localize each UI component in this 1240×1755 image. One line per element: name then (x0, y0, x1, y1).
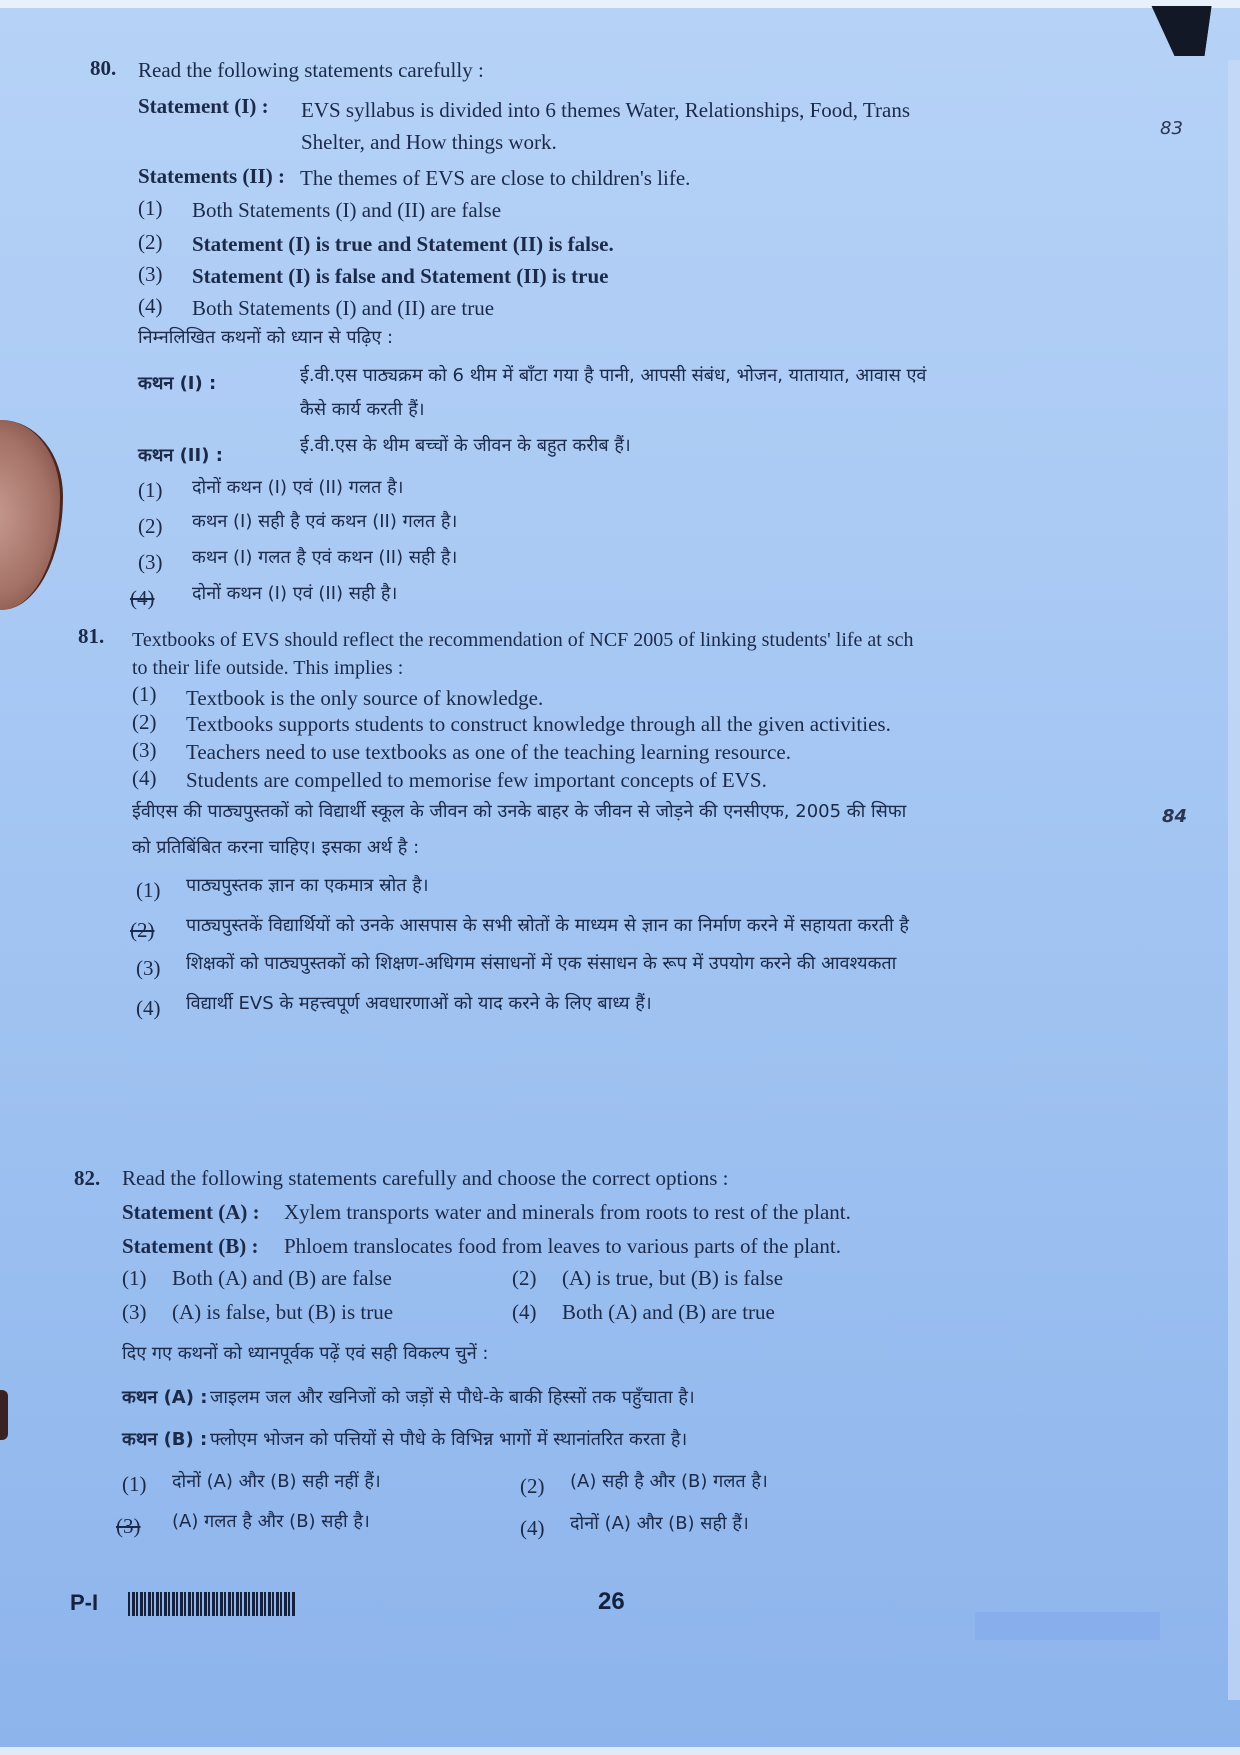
option-number: (3) (138, 550, 163, 574)
statement-text: Phloem translocates food from leaves to various parts of the plant. (284, 1234, 841, 1258)
option-text: पाठ्यपुस्तक ज्ञान का एकमात्र स्रोत है। (186, 875, 429, 896)
option-number-marked: (3) (116, 1514, 141, 1538)
option-text: विद्यार्थी EVS के महत्त्वपूर्ण अवधारणाओं को याद करने के लिए बाध्य हैं। (186, 993, 652, 1014)
option-text: दोनों (A) और (B) सही नहीं हैं। (172, 1471, 381, 1492)
hindi-statement-text: ई.वी.एस पाठ्यक्रम को 6 थीम में बाँटा गया है पानी, आपसी संबंध, भोजन, यातायात, आवास एवं (300, 365, 927, 386)
option-text: दोनों कथन (I) एवं (II) गलत है। (192, 477, 404, 498)
option-text: पाठ्यपुस्तकें विद्यार्थियों को उनके आसपास के सभी स्रोतों के माध्यम से ज्ञान का निर्माण करने में सहायता करती है (186, 915, 909, 936)
option-number: (3) (122, 1300, 147, 1324)
hindi-statement-label: कथन (I) : (138, 373, 217, 394)
option-number: (2) (132, 710, 157, 734)
corner-shadow (1144, 6, 1211, 56)
statement-label: Statement (B) : (122, 1234, 259, 1258)
statement-text: Xylem transports water and minerals from roots to rest of the plant. (284, 1200, 851, 1224)
option-number-marked: (4) (130, 586, 155, 610)
page-number: 26 (598, 1588, 625, 1615)
option-number: (3) (132, 738, 157, 762)
option-text: कथन (I) गलत है एवं कथन (II) सही है। (192, 547, 458, 568)
option-text: Textbooks supports students to construct knowledge through all the given activities. (186, 712, 891, 736)
hindi-prompt: दिए गए कथनों को ध्यानपूर्वक पढ़ें एवं सही विकल्प चुनें : (122, 1343, 489, 1364)
question-number: 82. (74, 1166, 101, 1190)
option-number: (4) (138, 294, 163, 318)
statement-text: EVS syllabus is divided into 6 themes Water, Relationships, Food, Trans (301, 98, 910, 122)
question-prompt: Textbooks of EVS should reflect the recommendation of NCF 2005 of linking students' life at sch (132, 629, 914, 651)
option-text: Both Statements (I) and (II) are false (192, 198, 502, 222)
option-number: (3) (138, 262, 163, 286)
hindi-statement-label: कथन (II) : (138, 445, 223, 466)
option-number: (2) (138, 514, 163, 538)
question-number: 80. (90, 56, 117, 80)
option-text: Both Statements (I) and (II) are true (192, 296, 495, 320)
option-text: (A) is false, but (B) is true (172, 1300, 394, 1324)
option-text: दोनों कथन (I) एवं (II) सही है। (192, 583, 398, 604)
statement-label: Statement (A) : (122, 1200, 260, 1224)
option-number: (4) (132, 766, 157, 790)
option-number: (2) (520, 1474, 545, 1498)
option-text: Both (A) and (B) are true (562, 1300, 775, 1324)
option-number: (1) (122, 1266, 147, 1290)
option-number: (1) (122, 1472, 147, 1496)
hindi-statement-label: कथन (B) : (122, 1429, 208, 1450)
option-text: Textbook is the only source of knowledge. (186, 686, 544, 710)
handwritten-mark: 83 (1160, 118, 1183, 139)
hindi-statement-label: कथन (A) : (122, 1387, 208, 1408)
hindi-prompt: ईवीएस की पाठ्यपुस्तकों को विद्यार्थी स्कूल के जीवन को उनके बाहर के जीवन से जोड़ने की एनसीएफ, 2005 की सिफा (132, 801, 907, 822)
option-number: (2) (512, 1266, 537, 1290)
hindi-statement-cont: कैसे कार्य करती हैं। (300, 399, 425, 420)
bleed-through-mark (975, 1612, 1160, 1640)
statement-text-cont: Shelter, and How things work. (301, 130, 557, 154)
option-text: (A) सही है और (B) गलत है। (570, 1471, 768, 1492)
question-number: 81. (78, 624, 105, 648)
option-text: Statement (I) is true and Statement (II) is false. (192, 232, 614, 256)
option-number: (1) (138, 196, 163, 220)
hindi-prompt-cont: को प्रतिबिंबित करना चाहिए। इसका अर्थ है : (132, 837, 420, 858)
thumb-image (0, 420, 63, 610)
option-text: Teachers need to use textbooks as one of the teaching learning resource. (186, 740, 791, 764)
option-number: (1) (138, 478, 163, 502)
hindi-statement-text: जाइलम जल और खनिजों को जड़ों से पौधे-के बाकी हिस्सों तक पहुँचाता है। (210, 1387, 695, 1408)
paper-right-edge (1228, 60, 1240, 1700)
option-text: शिक्षकों को पाठ्यपुस्तकों को शिक्षण-अधिगम संसाधनों में एक संसाधन के रूप में उपयोग करने की आवश्यकता (186, 953, 897, 974)
hindi-statement-text: ई.वी.एस के थीम बच्चों के जीवन के बहुत करीब हैं। (300, 435, 631, 456)
paper-code: P-I (70, 1590, 99, 1615)
option-number: (2) (138, 230, 163, 254)
hindi-prompt: निम्नलिखित कथनों को ध्यान से पढ़िए : (138, 327, 394, 348)
question-prompt: Read the following statements carefully : (138, 58, 484, 82)
option-text: दोनों (A) और (B) सही हैं। (570, 1513, 749, 1534)
option-number: (4) (520, 1516, 545, 1540)
option-number-marked: (2) (130, 918, 155, 942)
option-text: Statement (I) is false and Statement (II) is true (192, 264, 609, 288)
paper-bottom-edge (0, 1747, 1240, 1755)
question-prompt: Read the following statements carefully and choose the correct options : (122, 1166, 729, 1190)
option-text: (A) गलत है और (B) सही है। (172, 1511, 370, 1532)
handwritten-mark: 84 (1162, 806, 1188, 827)
option-text: (A) is true, but (B) is false (562, 1266, 784, 1290)
statement-label: Statements (II) : (138, 164, 285, 188)
paper-top-edge (0, 0, 1240, 8)
option-number: (1) (136, 878, 161, 902)
option-text: Both (A) and (B) are false (172, 1266, 392, 1290)
option-text: कथन (I) सही है एवं कथन (II) गलत है। (192, 511, 458, 532)
question-prompt-cont: to their life outside. This implies : (132, 657, 404, 679)
statement-text: The themes of EVS are close to children's life. (300, 166, 691, 190)
statement-label: Statement (I) : (138, 94, 269, 118)
option-number: (3) (136, 956, 161, 980)
finger-image (0, 1390, 8, 1440)
option-text: Students are compelled to memorise few important concepts of EVS. (186, 768, 767, 792)
hindi-statement-text: फ्लोएम भोजन को पत्तियों से पौधे के विभिन्न भागों में स्थानांतरित करता है। (210, 1429, 688, 1450)
option-number: (4) (136, 996, 161, 1020)
barcode (128, 1592, 296, 1616)
option-number: (1) (132, 682, 157, 706)
option-number: (4) (512, 1300, 537, 1324)
